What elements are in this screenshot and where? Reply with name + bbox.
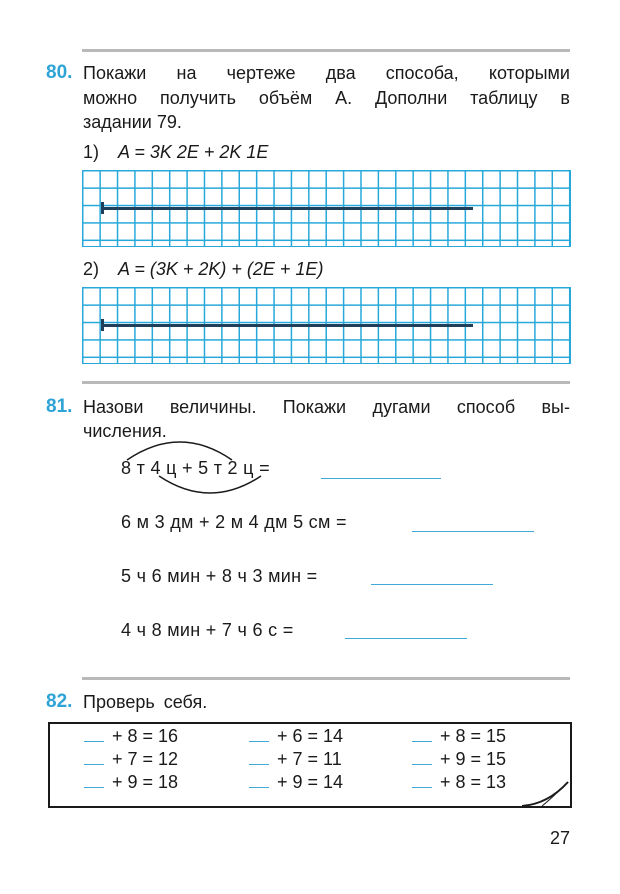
expression: 8 т 4 ц + 5 т 2 ц = <box>121 458 270 478</box>
check-item: + 9 = 15 <box>412 749 506 770</box>
expression: 5 ч 6 мин + 8 ч 3 мин = <box>121 566 318 586</box>
answer-blank[interactable] <box>84 750 104 765</box>
page-number: 27 <box>549 828 570 848</box>
check-item: + 8 = 16 <box>84 726 178 747</box>
section-divider-80 <box>82 49 570 52</box>
check-item: + 7 = 11 <box>249 749 342 770</box>
formula-index: 2) <box>83 259 100 279</box>
section-divider-81 <box>82 381 570 384</box>
task-number-82: 82. <box>46 691 73 712</box>
formula-2: A = (3K + 2K) + (2E + 1E) <box>118 259 324 279</box>
segment-a-1 <box>101 207 473 210</box>
answer-blank[interactable] <box>249 750 269 765</box>
answer-blank[interactable] <box>84 773 104 788</box>
check-item: + 9 = 14 <box>249 772 343 793</box>
answer-blank[interactable] <box>412 773 432 788</box>
page-curl <box>522 780 572 810</box>
task-title: Проверь себя. <box>83 692 208 712</box>
check-item: + 8 = 15 <box>412 726 506 747</box>
check-item: + 7 = 12 <box>84 749 178 770</box>
answer-blank[interactable] <box>84 727 104 742</box>
formula-index: 1) <box>83 142 100 162</box>
task-text-line: можно получить объём A. Дополни таблицу в <box>83 88 570 108</box>
answer-blank[interactable] <box>412 727 432 742</box>
task-text-line: Покажи на чертеже два способа, которыми <box>83 63 570 83</box>
task-text-line: задании 79. <box>83 112 182 132</box>
task-text-line: Назови величины. Покажи дугами способ вы- <box>83 397 570 417</box>
check-item: + 6 = 14 <box>249 726 343 747</box>
section-divider-82 <box>82 677 570 680</box>
answer-blank[interactable] <box>371 584 493 585</box>
answer-blank[interactable] <box>345 638 467 639</box>
answer-blank[interactable] <box>249 773 269 788</box>
expression: 4 ч 8 мин + 7 ч 6 с = <box>121 620 294 640</box>
task-number-80: 80. <box>46 62 73 83</box>
task-number-81: 81. <box>46 396 73 417</box>
formula-1: A = 3K 2E + 2K 1E <box>118 142 269 162</box>
check-item: + 9 = 18 <box>84 772 178 793</box>
segment-a-2 <box>101 324 473 327</box>
answer-blank[interactable] <box>412 531 534 532</box>
answer-blank[interactable] <box>249 727 269 742</box>
answer-blank[interactable] <box>412 750 432 765</box>
check-item: + 8 = 13 <box>412 772 506 793</box>
task-text-line: числения. <box>83 421 167 441</box>
expression: 6 м 3 дм + 2 м 4 дм 5 см = <box>121 512 347 532</box>
answer-blank[interactable] <box>321 478 441 479</box>
